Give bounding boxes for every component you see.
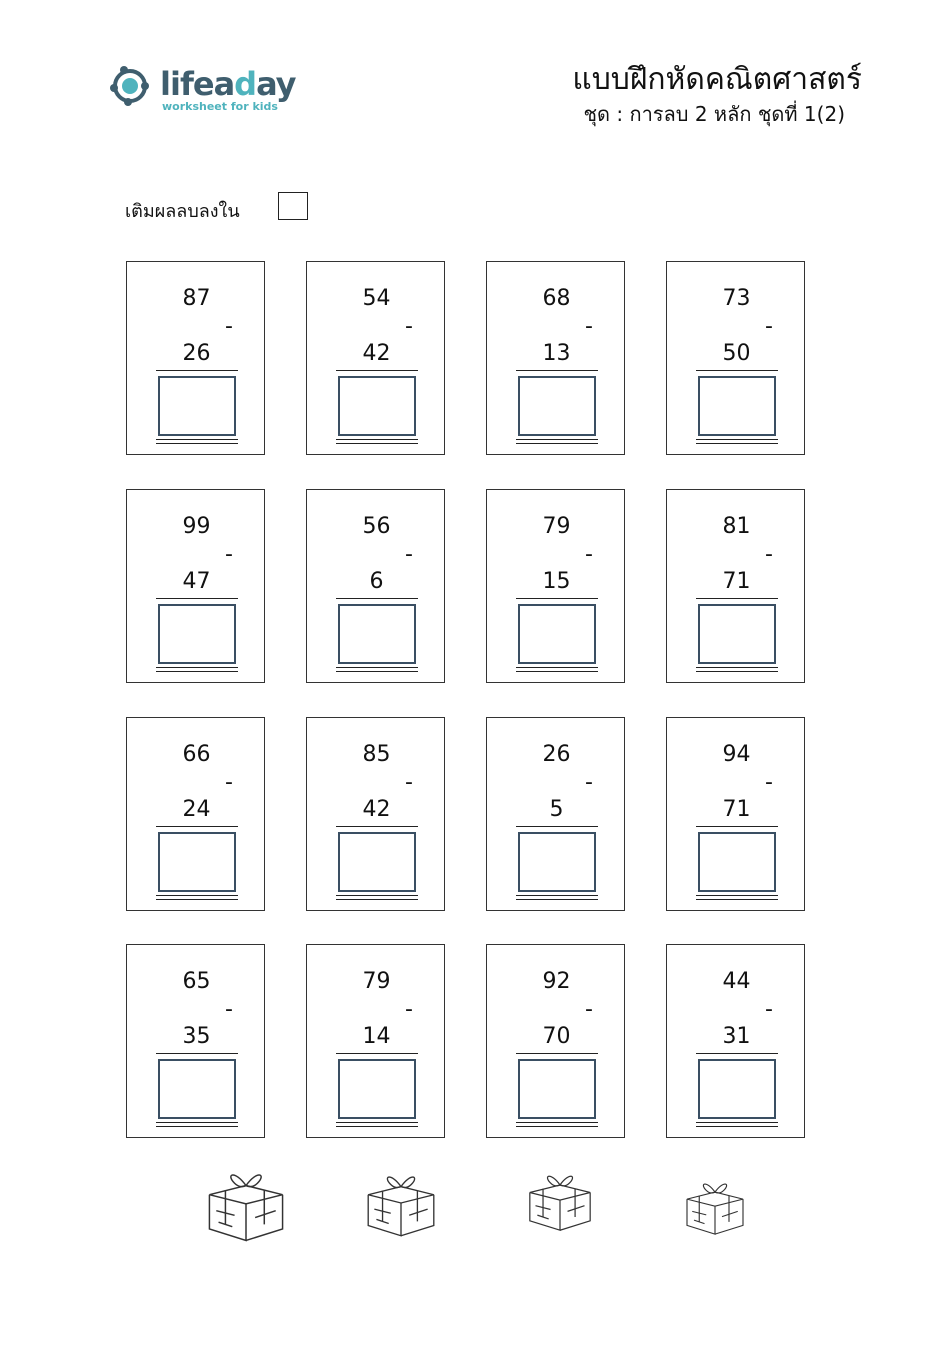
minus-sign: - <box>225 997 233 1022</box>
double-underline-bottom <box>516 1126 598 1127</box>
problem-card <box>306 261 445 455</box>
minuend: 54 <box>362 286 391 311</box>
problem-card <box>486 489 625 683</box>
sum-line <box>336 598 418 599</box>
double-underline-top <box>696 667 778 668</box>
minuend: 85 <box>362 742 391 767</box>
minus-sign: - <box>585 997 593 1022</box>
subtrahend: 14 <box>362 1024 391 1049</box>
double-underline-bottom <box>696 443 778 444</box>
molecule-icon <box>108 62 158 112</box>
gift-box-icon <box>200 1165 292 1249</box>
sum-line <box>516 370 598 371</box>
subtrahend: 13 <box>542 341 571 366</box>
subtrahend: 15 <box>542 569 571 594</box>
minuend: 66 <box>182 742 211 767</box>
minus-sign: - <box>765 997 773 1022</box>
minus-sign: - <box>405 314 413 339</box>
double-underline-bottom <box>516 899 598 900</box>
problem-card <box>126 261 265 455</box>
minuend: 79 <box>362 969 391 994</box>
double-underline-top <box>516 895 598 896</box>
double-underline-bottom <box>336 899 418 900</box>
sum-line <box>156 370 238 371</box>
answer-box[interactable] <box>338 604 416 664</box>
double-underline-top <box>696 1122 778 1123</box>
sum-line <box>156 1053 238 1054</box>
problem-card <box>126 717 265 911</box>
logo <box>108 60 308 120</box>
subtrahend: 42 <box>362 797 391 822</box>
double-underline-bottom <box>516 671 598 672</box>
minus-sign: - <box>765 314 773 339</box>
double-underline-top <box>336 667 418 668</box>
subtrahend: 50 <box>722 341 751 366</box>
minus-sign: - <box>405 770 413 795</box>
sum-line <box>696 370 778 371</box>
gift-box-icon <box>512 1168 608 1238</box>
double-underline-bottom <box>156 1126 238 1127</box>
subtrahend: 5 <box>549 797 564 822</box>
minuend: 92 <box>542 969 571 994</box>
minus-sign: - <box>765 542 773 567</box>
instruction-example-box <box>278 192 308 220</box>
double-underline-top <box>156 439 238 440</box>
double-underline-top <box>696 439 778 440</box>
double-underline-bottom <box>336 671 418 672</box>
subtrahend: 24 <box>182 797 211 822</box>
minuend: 56 <box>362 514 391 539</box>
answer-box[interactable] <box>158 604 236 664</box>
minuend: 26 <box>542 742 571 767</box>
sum-line <box>516 598 598 599</box>
minuend: 44 <box>722 969 751 994</box>
subtrahend: 71 <box>722 797 751 822</box>
logo-wordmark: lifeaday <box>160 65 296 103</box>
sum-line <box>696 826 778 827</box>
sum-line <box>696 598 778 599</box>
double-underline-top <box>516 1122 598 1123</box>
gift-box-icon <box>680 1172 750 1246</box>
subtrahend: 71 <box>722 569 751 594</box>
answer-box[interactable] <box>158 832 236 892</box>
minus-sign: - <box>585 542 593 567</box>
double-underline-top <box>516 667 598 668</box>
double-underline-top <box>336 895 418 896</box>
answer-box[interactable] <box>698 376 776 436</box>
double-underline-top <box>336 1122 418 1123</box>
sum-line <box>336 826 418 827</box>
subtrahend: 26 <box>182 341 211 366</box>
answer-box[interactable] <box>698 1059 776 1119</box>
double-underline-bottom <box>696 899 778 900</box>
sum-line <box>156 598 238 599</box>
gift-box-icon <box>360 1165 442 1247</box>
double-underline-bottom <box>336 1126 418 1127</box>
double-underline-bottom <box>156 671 238 672</box>
problem-card <box>666 944 805 1138</box>
answer-box[interactable] <box>338 832 416 892</box>
minuend: 87 <box>182 286 211 311</box>
sum-line <box>696 1053 778 1054</box>
sum-line <box>156 826 238 827</box>
minuend: 73 <box>722 286 751 311</box>
double-underline-top <box>336 439 418 440</box>
double-underline-bottom <box>336 443 418 444</box>
double-underline-top <box>156 1122 238 1123</box>
problem-card <box>306 717 445 911</box>
minuend: 94 <box>722 742 751 767</box>
answer-box[interactable] <box>518 1059 596 1119</box>
problem-card <box>306 944 445 1138</box>
answer-box[interactable] <box>518 376 596 436</box>
problem-card <box>666 261 805 455</box>
problem-card <box>126 944 265 1138</box>
double-underline-top <box>516 439 598 440</box>
minuend: 81 <box>722 514 751 539</box>
subtrahend: 31 <box>722 1024 751 1049</box>
sum-line <box>516 826 598 827</box>
minuend: 79 <box>542 514 571 539</box>
problem-card <box>486 717 625 911</box>
problem-card <box>126 489 265 683</box>
logo-tagline: worksheet for kids <box>162 100 278 113</box>
double-underline-bottom <box>156 899 238 900</box>
problem-card <box>486 261 625 455</box>
minus-sign: - <box>405 997 413 1022</box>
answer-box[interactable] <box>338 1059 416 1119</box>
minus-sign: - <box>225 314 233 339</box>
minuend: 65 <box>182 969 211 994</box>
answer-box[interactable] <box>158 376 236 436</box>
problem-card <box>486 944 625 1138</box>
minus-sign: - <box>765 770 773 795</box>
problem-card <box>666 717 805 911</box>
answer-box[interactable] <box>518 832 596 892</box>
sum-line <box>516 1053 598 1054</box>
subtrahend: 42 <box>362 341 391 366</box>
answer-box[interactable] <box>338 376 416 436</box>
minus-sign: - <box>225 770 233 795</box>
minus-sign: - <box>585 770 593 795</box>
minus-sign: - <box>225 542 233 567</box>
subtrahend: 70 <box>542 1024 571 1049</box>
subtrahend: 6 <box>369 569 384 594</box>
double-underline-top <box>156 895 238 896</box>
answer-box[interactable] <box>698 604 776 664</box>
double-underline-bottom <box>156 443 238 444</box>
problem-card <box>306 489 445 683</box>
answer-box[interactable] <box>518 604 596 664</box>
problem-card <box>666 489 805 683</box>
double-underline-top <box>156 667 238 668</box>
minus-sign: - <box>585 314 593 339</box>
page-title: แบบฝึกหัดคณิตศาสตร์ <box>572 62 862 97</box>
double-underline-top <box>696 895 778 896</box>
page-subtitle: ชุด : การลบ 2 หลัก ชุดที่ 1(2) <box>583 102 845 126</box>
sum-line <box>336 1053 418 1054</box>
minuend: 68 <box>542 286 571 311</box>
double-underline-bottom <box>516 443 598 444</box>
subtrahend: 35 <box>182 1024 211 1049</box>
subtrahend: 47 <box>182 569 211 594</box>
instruction-text: เติมผลลบลงใน <box>125 201 240 222</box>
answer-box[interactable] <box>158 1059 236 1119</box>
double-underline-bottom <box>696 1126 778 1127</box>
sum-line <box>336 370 418 371</box>
double-underline-bottom <box>696 671 778 672</box>
answer-box[interactable] <box>698 832 776 892</box>
minuend: 99 <box>182 514 211 539</box>
minus-sign: - <box>405 542 413 567</box>
